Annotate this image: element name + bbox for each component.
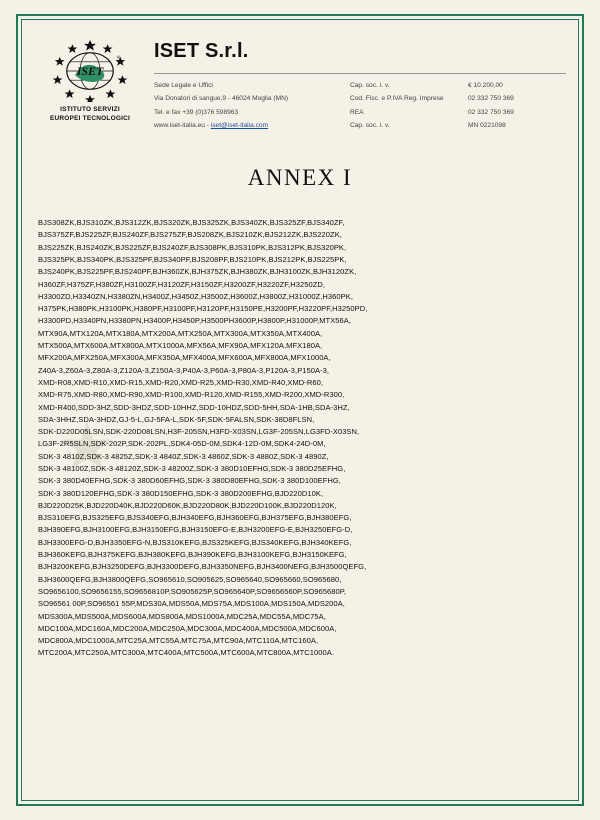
code-line: SDK-3 380D40EFHG,SDK-3 380D60EFHG,SDK-3 380D80EFHG,SDK-3 380D100EFHG, <box>38 476 341 486</box>
code-line: H375PK,H380PK,H3100PK,H380PF,H3100PF,H3120PF,H3150PE,H3200PF,H3220PF,H3250PD, <box>38 304 368 314</box>
code-line: BJS310EFG,BJS325EFG,BJS340EFG,BJH340EFG,BJH360EFG,BJH375EFG,BJH380EFG, <box>38 513 352 523</box>
code-line: LG3F-2R5SLN,SDK-202P,SDK-202PL,SDK4-05D-0M,SDK4-12D-0M,SDK4-24D-0M, <box>38 439 326 449</box>
info-right-4: MN 0221098 <box>468 122 506 130</box>
code-line: XMD-R08,XMD-R10,XMD-R15,XMD-R20,XMD-R25,XMD-R30,XMD-R40,XMD-R60, <box>38 377 323 387</box>
svg-text:®: ® <box>116 56 121 62</box>
info-middle-2: Cod. Fisc. e P.IVA Reg. Imprese <box>350 95 444 103</box>
code-line: BJH3300EFG-D,BJH3350EFG-N,BJS310KEFG,BJS325KEFG,BJS340KEFG,BJH340KEFG, <box>38 537 352 547</box>
letterhead <box>34 32 566 131</box>
logo-caption-line-1: ISTITUTO SERVIZI <box>60 106 120 113</box>
info-right-3: 02 332 750 369 <box>468 108 514 116</box>
info-middle-4: Cap. soc. i. v. <box>350 122 390 130</box>
code-line: SDK-3 380D120EFHG,SDK-3 380D150EFHG,SDK-3 380D200EFHG,BJD220D10K, <box>38 488 324 498</box>
page-content <box>34 32 566 788</box>
code-line: H360ZF,H375ZF,H380ZF,H3100ZF,H3120ZF,H3150ZF,H3200ZF,H3220ZF,H3250ZD, <box>38 279 326 289</box>
info-right-2: 02 332 750 369 <box>468 95 514 103</box>
website-text: www.iset-italia.eu - <box>154 122 211 130</box>
code-line: MDC800A,MDC1000A,MTC25A,MTC55A,MTC75A,MTC90A,MTC110A,MTC160A, <box>38 636 319 646</box>
code-line: BJH360KEFG,BJH375KEFG,BJH380KEFG,BJH390KEFG,BJH3100KEFG,BJH3150KEFG, <box>38 550 347 560</box>
code-line: BJS308ZK,BJS310ZK,BJS312ZK,BJS320ZK,BJS325ZK,BJS340ZK,BJS325ZF,BJS340ZF, <box>38 218 345 228</box>
code-line: XMD-R75,XMD-R80,XMD-R90,XMD-R100,XMD-R120,XMD-R155,XMD-R200,XMD-R300, <box>38 390 345 400</box>
code-line: SDK-3 48100Z,SDK-3 48120Z,SDK-3 48200Z,SDK-3 380D10EFHG,SDK-3 380D25EFHG, <box>38 464 346 473</box>
company-block <box>146 38 566 131</box>
code-line: H3300ZD,H3340ZN,H3380ZN,H3400Z,H3450Z,H3500Z,H3600Z,H3800Z,H31000Z,H360PK, <box>38 291 353 301</box>
code-line: MFX200A,MFX250A,MFX300A,MFX350A,MFX400A,MFX600A,MFX800A,MFX1000A, <box>38 353 331 363</box>
code-line: MTX90A,MTX120A,MTX180A,MTX200A,MTX250A,MTX300A,MTX350A,MTX400A, <box>38 328 323 338</box>
code-line: MDS300A,MDS500A,MDS600A,MDS800A,MDS1000A,MDC25A,MDC55A,MDC75A, <box>38 611 326 621</box>
svg-text:ISET: ISET <box>76 64 104 79</box>
code-line: XMD-R400,SDD-3HZ,SDD-3HDZ,SDD-10HHZ,SDD-10HDZ,SDD-5HH,SDA-1HB,SDA-3HZ, <box>38 402 350 412</box>
info-left-4 <box>154 121 350 131</box>
code-line: SDA-3HHZ,SDA-3HDZ,GJ-5-L,GJ-5FA-L,SDK-5F,SDK-5FALSN,SDK-38D8FLSN, <box>38 414 315 424</box>
logo-caption-line-2: EUROPEI TECNOLOGICI <box>49 114 130 122</box>
code-line: BJD220D25K,BJD220D40K,BJD220D60K,BJD220D80K,BJD220D100K,BJD220D120K, <box>38 500 337 510</box>
code-line: H3300PD,H3340PN,H3380PN,H3400P,H3450P,H3500PH3600P,H3800P,H31000P,MTX56A, <box>38 316 352 326</box>
iset-globe-logo-icon <box>51 40 129 102</box>
code-line: Z40A-3,Z60A-3,Z80A-3,Z120A-3,Z150A-3,P40A-3,P60A-3,P80A-3,P120A-3,P150A-3, <box>38 365 330 375</box>
code-line: BJS225ZK,BJS240ZK,BJS225ZF,BJS240ZF,BJS308PK,BJS310PK,BJS312PK,BJS320PK, <box>38 242 347 252</box>
page-title: ANNEX I <box>247 165 353 191</box>
info-left-3: Tel. e fax +39 (0)376 598963 <box>154 108 239 116</box>
email-link[interactable]: iset@iset-italia.com <box>210 122 269 130</box>
code-line: SO9656100,SO9656155,SO9656810P,SO905625P,SO965640P,SO9656560P,SO965680P, <box>38 586 346 596</box>
code-line: BJS375ZF,BJS225ZF,BJS240ZF,BJS275ZF,BJS208ZK,BJS210ZK,BJS212ZK,BJS220ZK, <box>38 230 342 240</box>
info-middle-3: REA <box>350 108 364 116</box>
code-line: SDK-3 4810Z,SDK-3 4825Z,SDK-3 4840Z,SDK-3 4860Z,SDK-3 4880Z,SDK-3 4890Z, <box>38 451 329 461</box>
logo-caption <box>34 106 146 124</box>
header-divider <box>154 73 566 74</box>
code-line: BJH390EFG,BJH3100EFG,BJH3150EFG,BJH3150EFG-E,BJH3200EFG-E,BJH3250EFG-D, <box>38 525 353 535</box>
info-middle-1: Cap. soc. i. v. <box>350 82 390 89</box>
company-info-grid <box>154 81 566 131</box>
company-name: ISET S.r.l. <box>154 40 249 62</box>
code-line: MTC200A,MTC250A,MTC300A,MTC400A,MTC500A,MTC600A,MTC800A,MTC1000A. <box>38 648 334 658</box>
code-line: BJS240PK,BJS225PF,BJS240PF,BJH360ZK,BJH375ZK,BJH380ZK,BJH3100ZK,BJH3120ZK, <box>38 267 357 277</box>
code-line: MDC100A,MDC160A,MDC200A,MDC250A,MDC300A,MDC400A,MDC500A,MDC600A, <box>38 623 337 633</box>
code-line: SO96561 00P,SO96561 55P,MDS30A,MDS50A,MDS75A,MDS100A,MDS150A,MDS200A, <box>38 599 345 609</box>
info-left-2: Via Donatori di sangue,9 - 46024 Moglia (MN) <box>154 95 289 103</box>
logo-block <box>34 38 146 124</box>
code-line: BJS325PK,BJS340PK,BJS325PF,BJS340PF,BJS208PF,BJS210PK,BJS212PK,BJS225PK, <box>38 254 347 264</box>
code-line: MTX500A,MTX600A,MTX800A,MTX1000A,MFX56A,MFX90A,MFX120A,MFX180A, <box>38 341 323 351</box>
code-line: BJH3600QEFG,BJH3800QEFG,SO965610,SO905625,SO965640,SO965660,SO965680, <box>38 574 342 584</box>
product-code-list <box>34 217 566 660</box>
code-line: SDK-D220D05LSN,SDK-220D08LSN,H3F-205SN,H3FD-X03SN,LG3F-205SN,LG3FD-X03SN, <box>38 427 360 437</box>
info-left-1: Sede Legale e Uffici <box>154 82 213 89</box>
info-right-1: € 10.200,00 <box>468 82 503 89</box>
code-line: BJH3200KEFG,BJH3250DEFG,BJH3300DEFG,BJH3350NEFG,BJH3400NEFG,BJH3500QEFG, <box>38 562 367 572</box>
